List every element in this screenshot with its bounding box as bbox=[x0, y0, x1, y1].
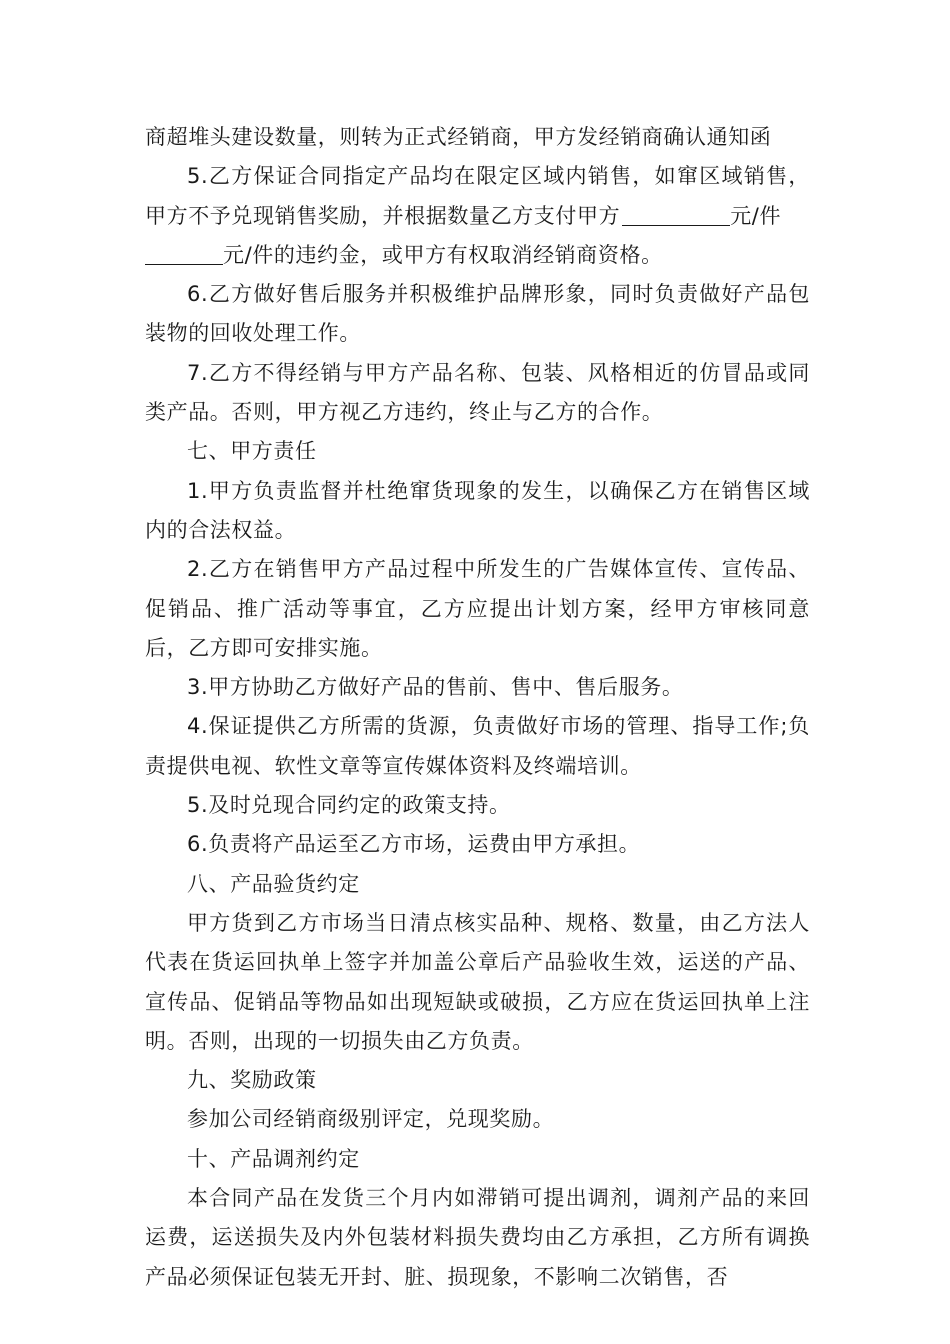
clause-7-3: 3.甲方协助乙方做好产品的售前、售中、售后服务。 bbox=[187, 675, 684, 700]
clause-7-5: 5.及时兑现合同约定的政策支持。 bbox=[187, 793, 511, 818]
clause-10-body: 本合同产品在发货三个月内如滞销可提出调剂，调剂产品的来回运费，运送损失及内外包装材料损失费均由乙方承担，乙方所有调换产品必须保证包装无开封、脏、损现象，不影响二次销售，否 bbox=[145, 1186, 810, 1289]
blank-fill-field[interactable] bbox=[622, 203, 730, 226]
clause-6-5-line3: 元/件的违约金，或甲方有权取消经销商资格。 bbox=[223, 242, 663, 267]
clause-6-6: 6.乙方做好售后服务并积极维护品牌形象，同时负责做好产品包装物的回收处理工作。 bbox=[145, 282, 810, 346]
clause-6-5-line1: 5.乙方保证合同指定产品均在限定区域内销售，如窜区域销售， bbox=[187, 164, 810, 189]
clause-7-2: 2.乙方在销售甲方产品过程中所发生的广告媒体宣传、宣传品、促销品、推广活动等事宜，乙方应提出计划方案，经甲方审核同意后，乙方即可安排实施。 bbox=[145, 557, 810, 660]
clause-8-body: 甲方货到乙方市场当日清点核实品种、规格、数量，由乙方法人代表在货运回执单上签字并加盖公章后产品验收生效，运送的产品、宣传品、促销品等物品如出现短缺或破损，乙方应在货运回执单上注明。否则，出现的一切损失由乙方负责。 bbox=[145, 910, 810, 1053]
document-body bbox=[145, 118, 810, 1297]
blank-fill-field-2[interactable] bbox=[145, 242, 223, 265]
clause-7-6: 6.负责将产品运至乙方市场，运费由甲方承担。 bbox=[187, 832, 641, 857]
clause-6-5 bbox=[145, 157, 810, 275]
paragraph-continuation: 商超堆头建设数量，则转为正式经销商，甲方发经销商确认通知函 bbox=[145, 125, 772, 149]
clause-6-7: 7.乙方不得经销与甲方产品名称、包装、风格相近的仿冒品或同类产品。否则，甲方视乙方违约，终止与乙方的合作。 bbox=[145, 360, 810, 425]
section-heading-10: 十、产品调剂约定 bbox=[187, 1146, 360, 1171]
clause-6-5-line2: 甲方不予兑现销售奖励，并根据数量乙方支付甲方 bbox=[145, 203, 621, 228]
unit-label: 元/件 bbox=[730, 203, 782, 228]
section-heading-9: 九、奖励政策 bbox=[187, 1068, 317, 1093]
clause-7-1: 1.甲方负责监督并杜绝窜货现象的发生，以确保乙方在销售区域内的合法权益。 bbox=[145, 478, 810, 542]
clause-7-4: 4.保证提供乙方所需的货源，负责做好市场的管理、指导工作;负责提供电视、软性文章等宣传媒体资料及终端培训。 bbox=[145, 714, 810, 778]
section-heading-8: 八、产品验货约定 bbox=[187, 871, 360, 896]
clause-9-body: 参加公司经销商级别评定，兑现奖励。 bbox=[187, 1107, 555, 1132]
section-heading-7: 七、甲方责任 bbox=[187, 439, 317, 464]
